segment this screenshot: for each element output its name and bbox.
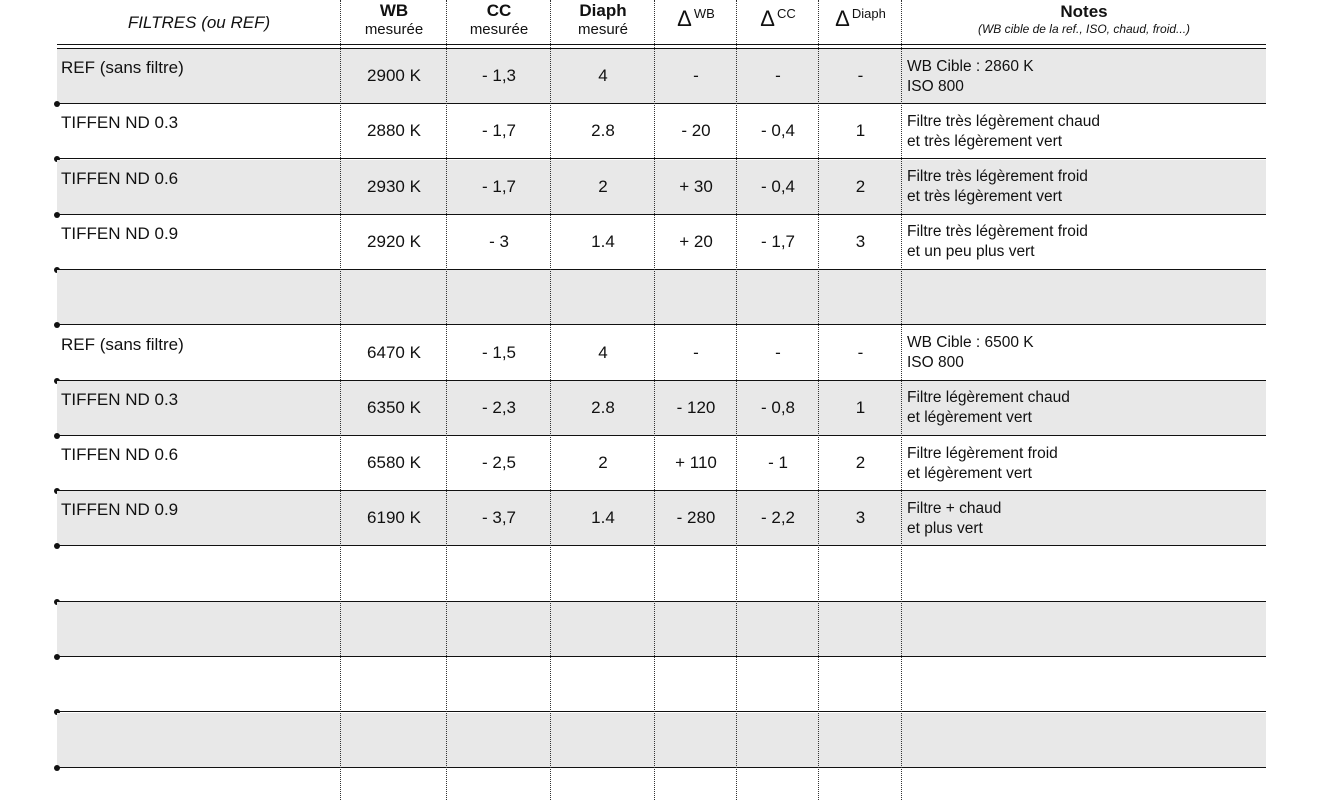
header-delta-diaph (819, 0, 902, 46)
cell-delta-diaph: - (857, 66, 864, 85)
note-line: et légèrement vert (907, 464, 1032, 482)
header-wb-label: WB (379, 1, 409, 20)
header-wb (341, 0, 447, 46)
cell-delta-diaph: 1 (855, 397, 866, 417)
cell-wb: 6350 K (367, 397, 421, 417)
cell-cc: - 1,7 (481, 121, 517, 141)
cell-diaph (551, 713, 655, 767)
cell-delta-cc: - (775, 342, 781, 362)
header-filtres-label: FILTRES (ou REF) (127, 13, 271, 32)
cell-diaph (551, 547, 655, 601)
cell-filter-name: TIFFEN ND 0.9 (61, 223, 179, 243)
cell-delta-cc: - 1,7 (760, 231, 796, 251)
cell-filter-name: TIFFEN ND 0.6 (61, 168, 179, 188)
column-separator (736, 0, 737, 800)
cell-filter-name (61, 602, 339, 656)
table-row (57, 49, 1266, 104)
cell-diaph (551, 270, 655, 324)
cell-cc: - 1,3 (481, 66, 517, 85)
cell-wb: 2880 K (367, 121, 421, 141)
cell-delta-cc (737, 602, 819, 656)
cell-wb (341, 657, 447, 711)
column-separator (550, 0, 551, 800)
cell-wb: 2930 K (367, 176, 421, 196)
cell-diaph (551, 657, 655, 711)
cell-delta-wb: - (693, 66, 699, 85)
cell-delta-diaph: 3 (855, 508, 866, 528)
cell-notes (907, 215, 1263, 269)
cell-diaph (551, 602, 655, 656)
cell-cc (447, 713, 551, 767)
cell-cc (447, 547, 551, 601)
cell-delta-cc (737, 713, 819, 767)
header-notes-label: Notes (1060, 2, 1108, 21)
cell-delta-diaph (819, 270, 902, 324)
cell-delta-diaph (819, 657, 902, 711)
cell-delta-diaph: 1 (855, 121, 866, 141)
delta-symbol: Δ (835, 6, 850, 31)
cell-delta-wb: + 110 (675, 453, 717, 473)
header-cc-sub: mesurée (469, 21, 529, 38)
note-line: et très légèrement vert (907, 188, 1063, 206)
cell-delta-cc: - 1 (768, 453, 788, 473)
cell-delta-cc: - 0,8 (760, 397, 796, 417)
cell-filter-name: REF (sans filtre) (61, 58, 184, 77)
cell-delta-cc (737, 547, 819, 601)
cell-cc: - 2,3 (481, 397, 517, 417)
cell-wb (341, 713, 447, 767)
cell-cc: - 3 (489, 231, 509, 251)
cell-filter-name: TIFFEN ND 0.3 (61, 389, 179, 409)
delta-symbol: Δ (760, 6, 775, 31)
note-line: ISO 800 (907, 354, 964, 371)
note-line: Filtre légèrement chaud (907, 389, 1070, 407)
cell-filter-name: TIFFEN ND 0.9 (61, 500, 179, 520)
cell-filter-name (61, 547, 339, 601)
header-delta-diaph-sup: Diaph (851, 6, 886, 21)
header-notes (902, 0, 1266, 46)
table-row (57, 547, 1266, 602)
cell-cc: - 1,5 (481, 342, 517, 362)
note-line: Filtre + chaud (907, 499, 1002, 517)
cell-filter-name: TIFFEN ND 0.3 (61, 113, 179, 133)
cell-filter-name: TIFFEN ND 0.6 (61, 445, 179, 465)
header-wb-sub: mesurée (364, 21, 424, 38)
cell-cc (447, 602, 551, 656)
cell-cc: - 2,5 (481, 453, 517, 473)
cell-cc (447, 270, 551, 324)
table-row (57, 491, 1266, 546)
cell-delta-cc: - (775, 66, 781, 85)
cell-notes (907, 270, 1263, 324)
header-delta-wb-sup: WB (693, 6, 715, 21)
note-line: et légèrement vert (907, 409, 1032, 427)
cell-wb (341, 602, 447, 656)
cell-delta-diaph: 2 (855, 453, 866, 473)
cell-delta-wb (655, 602, 737, 656)
cell-notes (907, 547, 1263, 601)
header-diaph (551, 0, 655, 46)
cell-cc: - 3,7 (481, 508, 517, 528)
note-line: Filtre très légèrement froid (907, 223, 1088, 241)
cell-delta-wb (655, 547, 737, 601)
cell-delta-diaph (819, 547, 902, 601)
cell-notes (907, 713, 1263, 767)
cell-delta-wb: + 30 (679, 176, 713, 196)
cell-delta-diaph (819, 602, 902, 656)
header-cc-label: CC (486, 1, 512, 20)
cell-notes (907, 491, 1263, 545)
cell-cc (447, 657, 551, 711)
cell-diaph: 4 (598, 66, 608, 85)
cell-delta-wb (655, 657, 737, 711)
cell-delta-wb: - 280 (676, 508, 716, 528)
cell-delta-wb (655, 713, 737, 767)
cell-delta-cc: - 2,2 (760, 508, 796, 528)
cell-delta-wb: - 120 (676, 397, 716, 417)
cell-delta-cc (737, 657, 819, 711)
table-row (57, 215, 1266, 270)
cell-wb (341, 547, 447, 601)
cell-diaph: 2 (598, 453, 608, 473)
note-line: et plus vert (907, 519, 983, 537)
table-row (57, 270, 1266, 325)
column-separator (340, 0, 341, 800)
cell-wb (341, 270, 447, 324)
cell-notes (907, 436, 1263, 490)
note-line: WB Cible : 2860 K (907, 57, 1034, 75)
note-line: Filtre très légèrement froid (907, 168, 1088, 186)
column-separator (446, 0, 447, 800)
header-delta-cc (737, 0, 819, 46)
cell-wb: 2900 K (367, 66, 421, 85)
cell-notes (907, 49, 1263, 103)
cell-delta-diaph: 3 (855, 231, 866, 251)
cell-notes (907, 381, 1263, 435)
row-bullet-dot (54, 765, 60, 771)
cell-diaph: 1.4 (591, 231, 615, 251)
cell-wb: 6470 K (367, 342, 421, 362)
note-line: et très légèrement vert (907, 132, 1063, 150)
cell-filter-name (61, 657, 339, 711)
header-delta-wb (655, 0, 737, 46)
header-divider (57, 44, 1266, 45)
column-separator (901, 0, 902, 800)
note-line: WB Cible : 6500 K (907, 334, 1034, 351)
cell-diaph: 4 (598, 342, 608, 362)
table-row (57, 657, 1266, 712)
cell-delta-wb: + 20 (679, 231, 713, 251)
cell-notes (907, 104, 1263, 158)
cell-notes (907, 657, 1263, 711)
cell-notes (907, 602, 1263, 656)
note-line: et un peu plus vert (907, 243, 1035, 261)
cell-wb: 6190 K (367, 508, 421, 528)
cell-delta-wb: - (693, 342, 699, 362)
header-notes-sub: (WB cible de la ref., ISO, chaud, froid...) (977, 22, 1191, 36)
table-row (57, 160, 1266, 215)
cell-delta-diaph: 2 (855, 176, 866, 196)
note-line: ISO 800 (907, 77, 964, 95)
cell-delta-cc: - 0,4 (760, 176, 796, 196)
table-row (57, 713, 1266, 768)
cell-delta-wb: - 20 (681, 121, 711, 141)
column-separator (818, 0, 819, 800)
header-delta-cc-sup: CC (776, 6, 796, 21)
cell-notes (907, 326, 1263, 380)
cell-diaph: 2.8 (591, 121, 615, 141)
cell-delta-wb (655, 270, 737, 324)
cell-delta-diaph: - (857, 342, 864, 362)
cell-cc: - 1,7 (481, 176, 517, 196)
cell-delta-cc: - 0,4 (760, 121, 796, 141)
table-row (57, 326, 1266, 381)
cell-filter-name: REF (sans filtre) (61, 334, 184, 354)
table-header (0, 0, 1320, 46)
header-diaph-sub: mesuré (577, 21, 629, 38)
cell-wb: 2920 K (367, 231, 421, 251)
column-separator (654, 0, 655, 800)
cell-diaph: 1.4 (591, 508, 615, 528)
header-cc (447, 0, 551, 46)
table-row (57, 436, 1266, 491)
header-diaph-label: Diaph (579, 1, 627, 20)
delta-symbol: Δ (677, 6, 692, 31)
cell-delta-diaph (819, 713, 902, 767)
note-line: Filtre légèrement froid (907, 444, 1058, 462)
cell-notes (907, 160, 1263, 214)
table-row (57, 602, 1266, 657)
header-filtres (57, 0, 341, 46)
cell-delta-cc (737, 270, 819, 324)
table-row (57, 104, 1266, 159)
cell-diaph: 2.8 (591, 397, 615, 417)
table-row (57, 381, 1266, 436)
cell-filter-name (61, 713, 339, 767)
note-line: Filtre très légèrement chaud (907, 112, 1100, 130)
cell-filter-name (61, 270, 339, 324)
cell-wb: 6580 K (367, 453, 421, 473)
cell-diaph: 2 (598, 176, 608, 196)
